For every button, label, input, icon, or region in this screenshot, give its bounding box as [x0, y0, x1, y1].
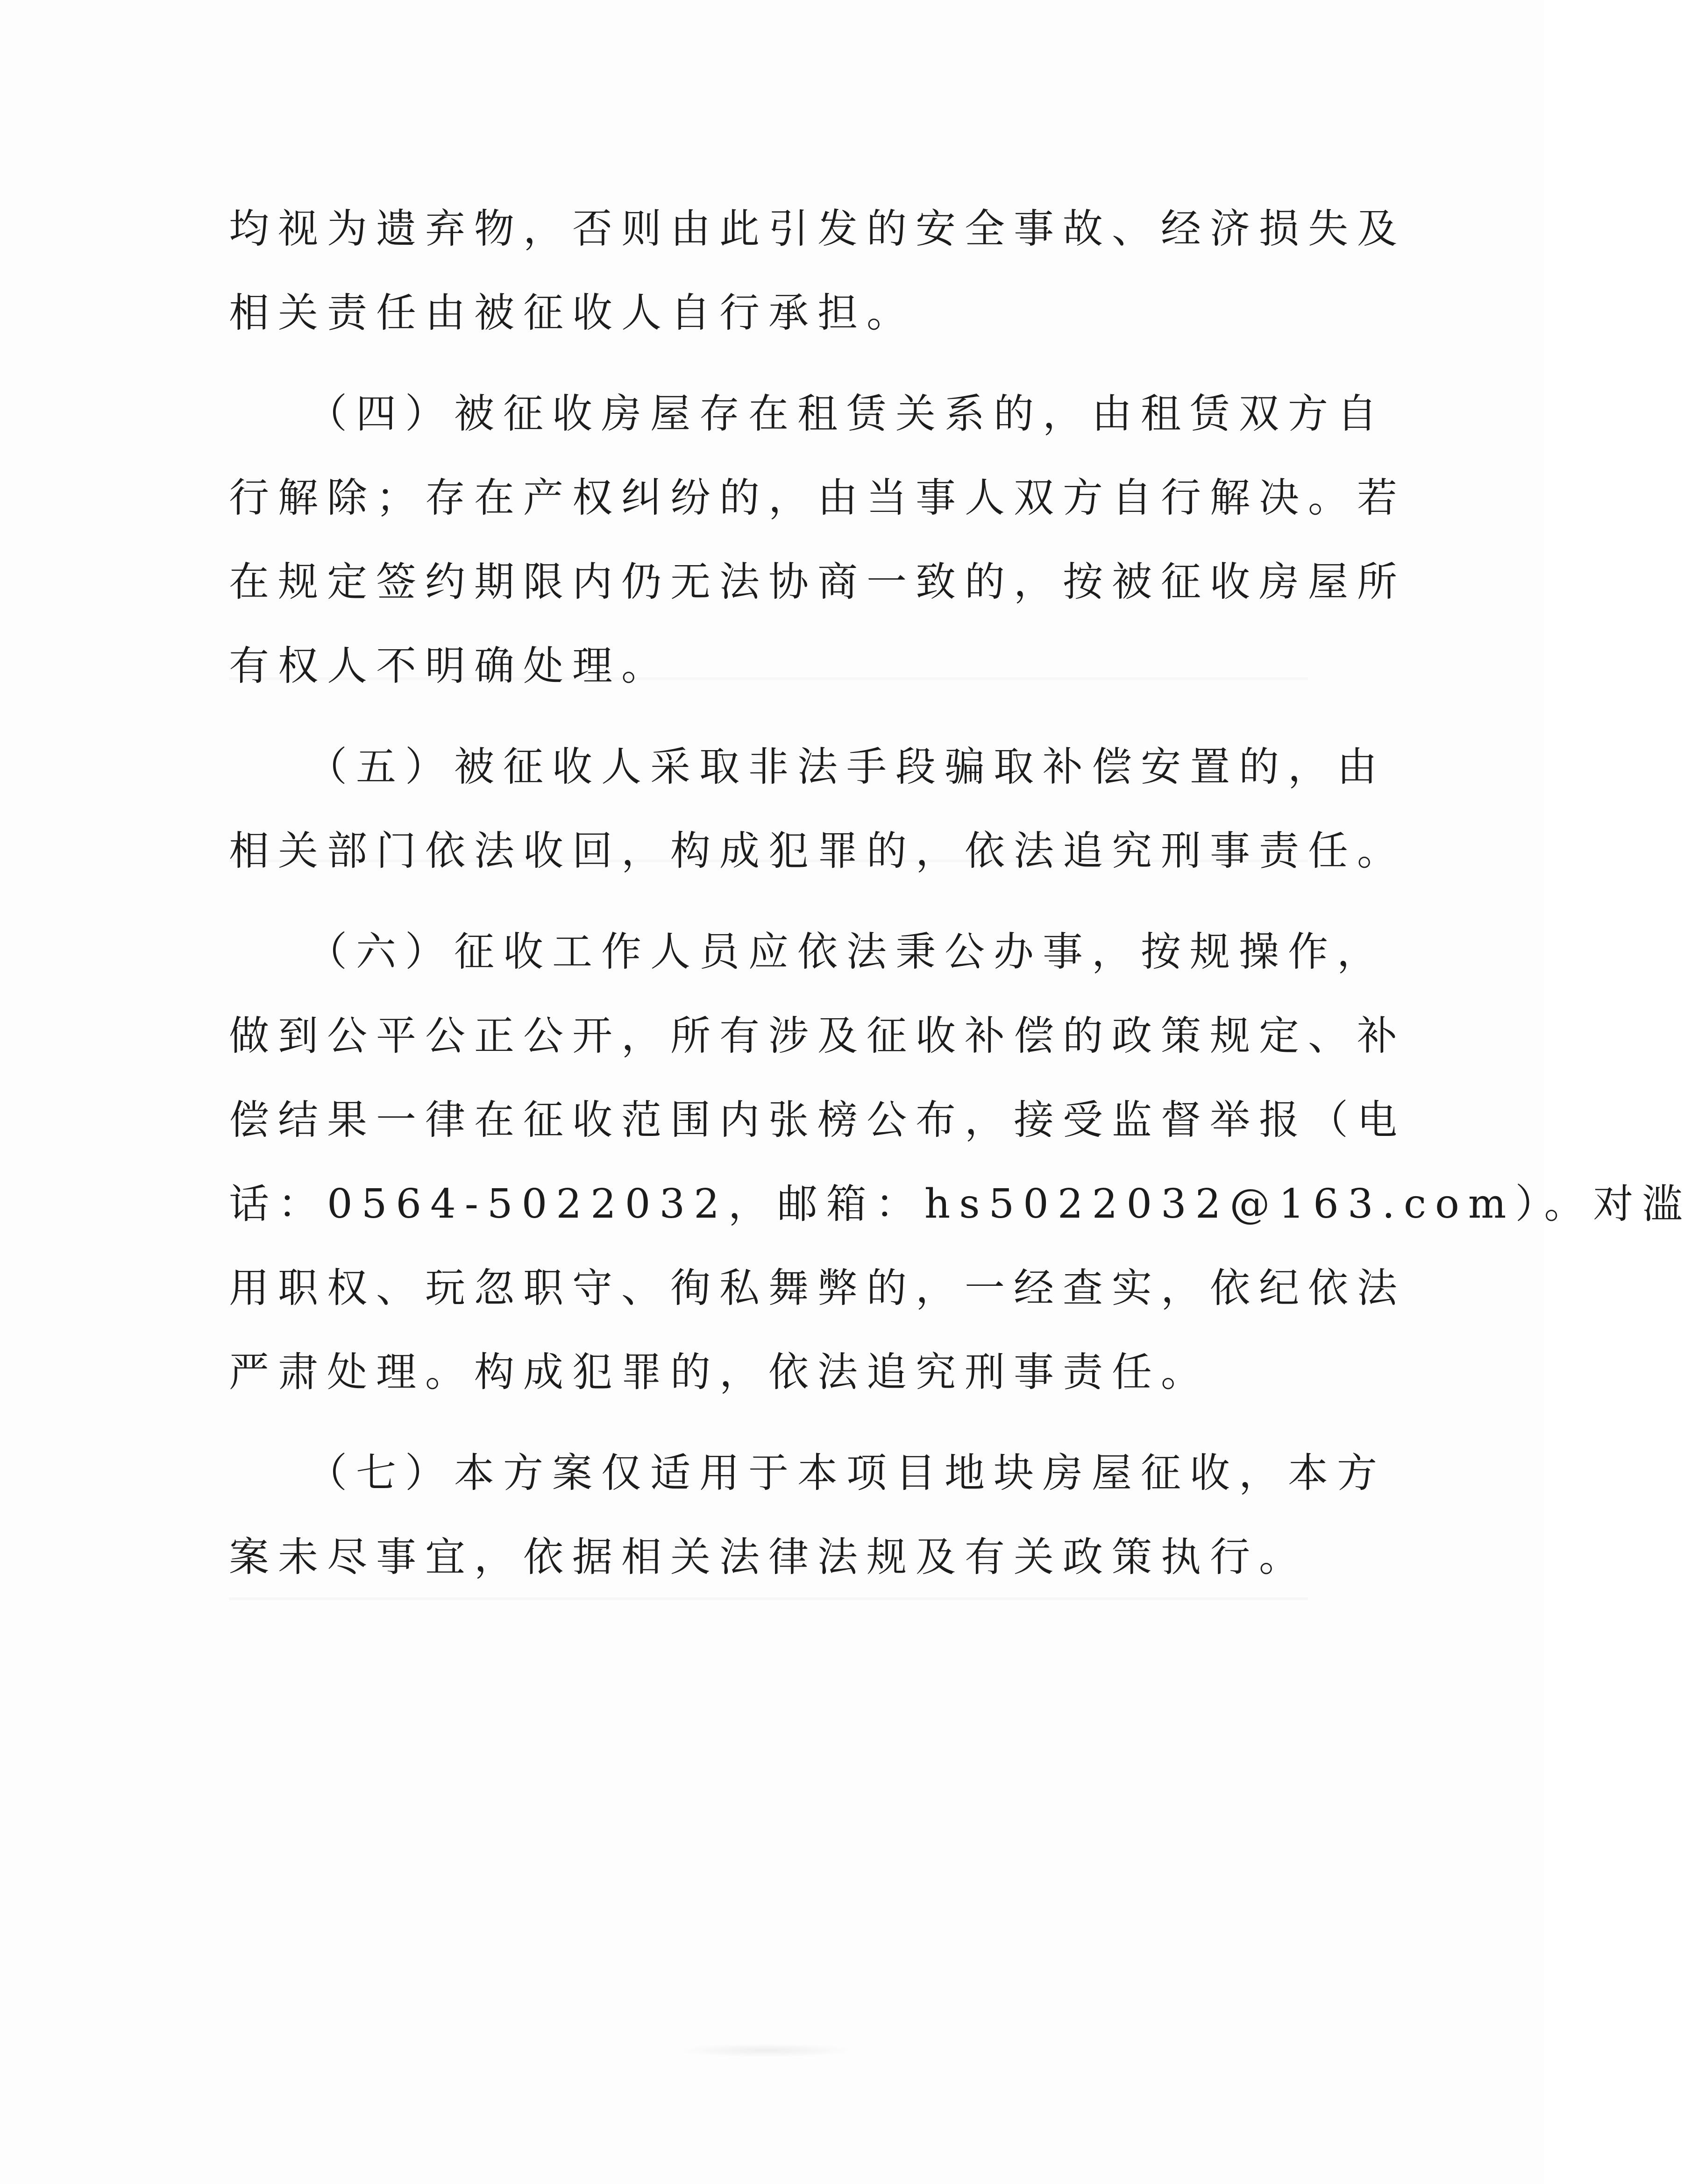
text-line: 案未尽事宜，依据相关法律法规及有关政策执行。: [229, 1534, 1308, 1581]
text-line: 在规定签约期限内仍无法协商一致的，按被征收房屋所: [229, 559, 1406, 605]
paragraph: [229, 187, 1406, 355]
text-line: 话：0564-5022032，邮箱：hs5022032@163.com）。对滥: [229, 1181, 1691, 1227]
paragraph: [229, 1431, 1386, 1599]
paragraph: [229, 910, 1691, 1414]
text-line: （六）征收工作人员应依法秉公办事，按规操作，: [229, 929, 1386, 975]
document-body: [229, 187, 1691, 1599]
text-line: 做到公平公正公开，所有涉及征收补偿的政策规定、补: [229, 1013, 1406, 1059]
text-line: 有权人不明确处理。: [229, 643, 670, 689]
text-line: （四）被征收房屋存在租赁关系的，由租赁双方自: [229, 390, 1386, 437]
text-line: 均视为遗弃物，否则由此引发的安全事故、经济损失及: [229, 206, 1406, 252]
paragraph: [229, 372, 1406, 708]
text-line: （七）本方案仅适用于本项目地块房屋征收，本方: [229, 1450, 1386, 1496]
text-line: 行解除；存在产权纠纷的，由当事人双方自行解决。若: [229, 475, 1406, 521]
paragraph: [229, 725, 1406, 893]
text-line: 偿结果一律在征收范围内张榜公布，接受监督举报（电: [229, 1097, 1406, 1143]
text-line: 用职权、玩忽职守、徇私舞弊的，一经查实，依纪依法: [229, 1265, 1406, 1312]
text-line: 相关责任由被征收人自行承担。: [229, 290, 916, 336]
text-line: 严肃处理。构成犯罪的，依法追究刑事责任。: [229, 1349, 1210, 1396]
scan-footer-smudge: [677, 2043, 855, 2057]
text-line: （五）被征收人采取非法手段骗取补偿安置的，由: [229, 744, 1386, 790]
text-line: 相关部门依法收回，构成犯罪的，依法追究刑事责任。: [229, 828, 1406, 874]
